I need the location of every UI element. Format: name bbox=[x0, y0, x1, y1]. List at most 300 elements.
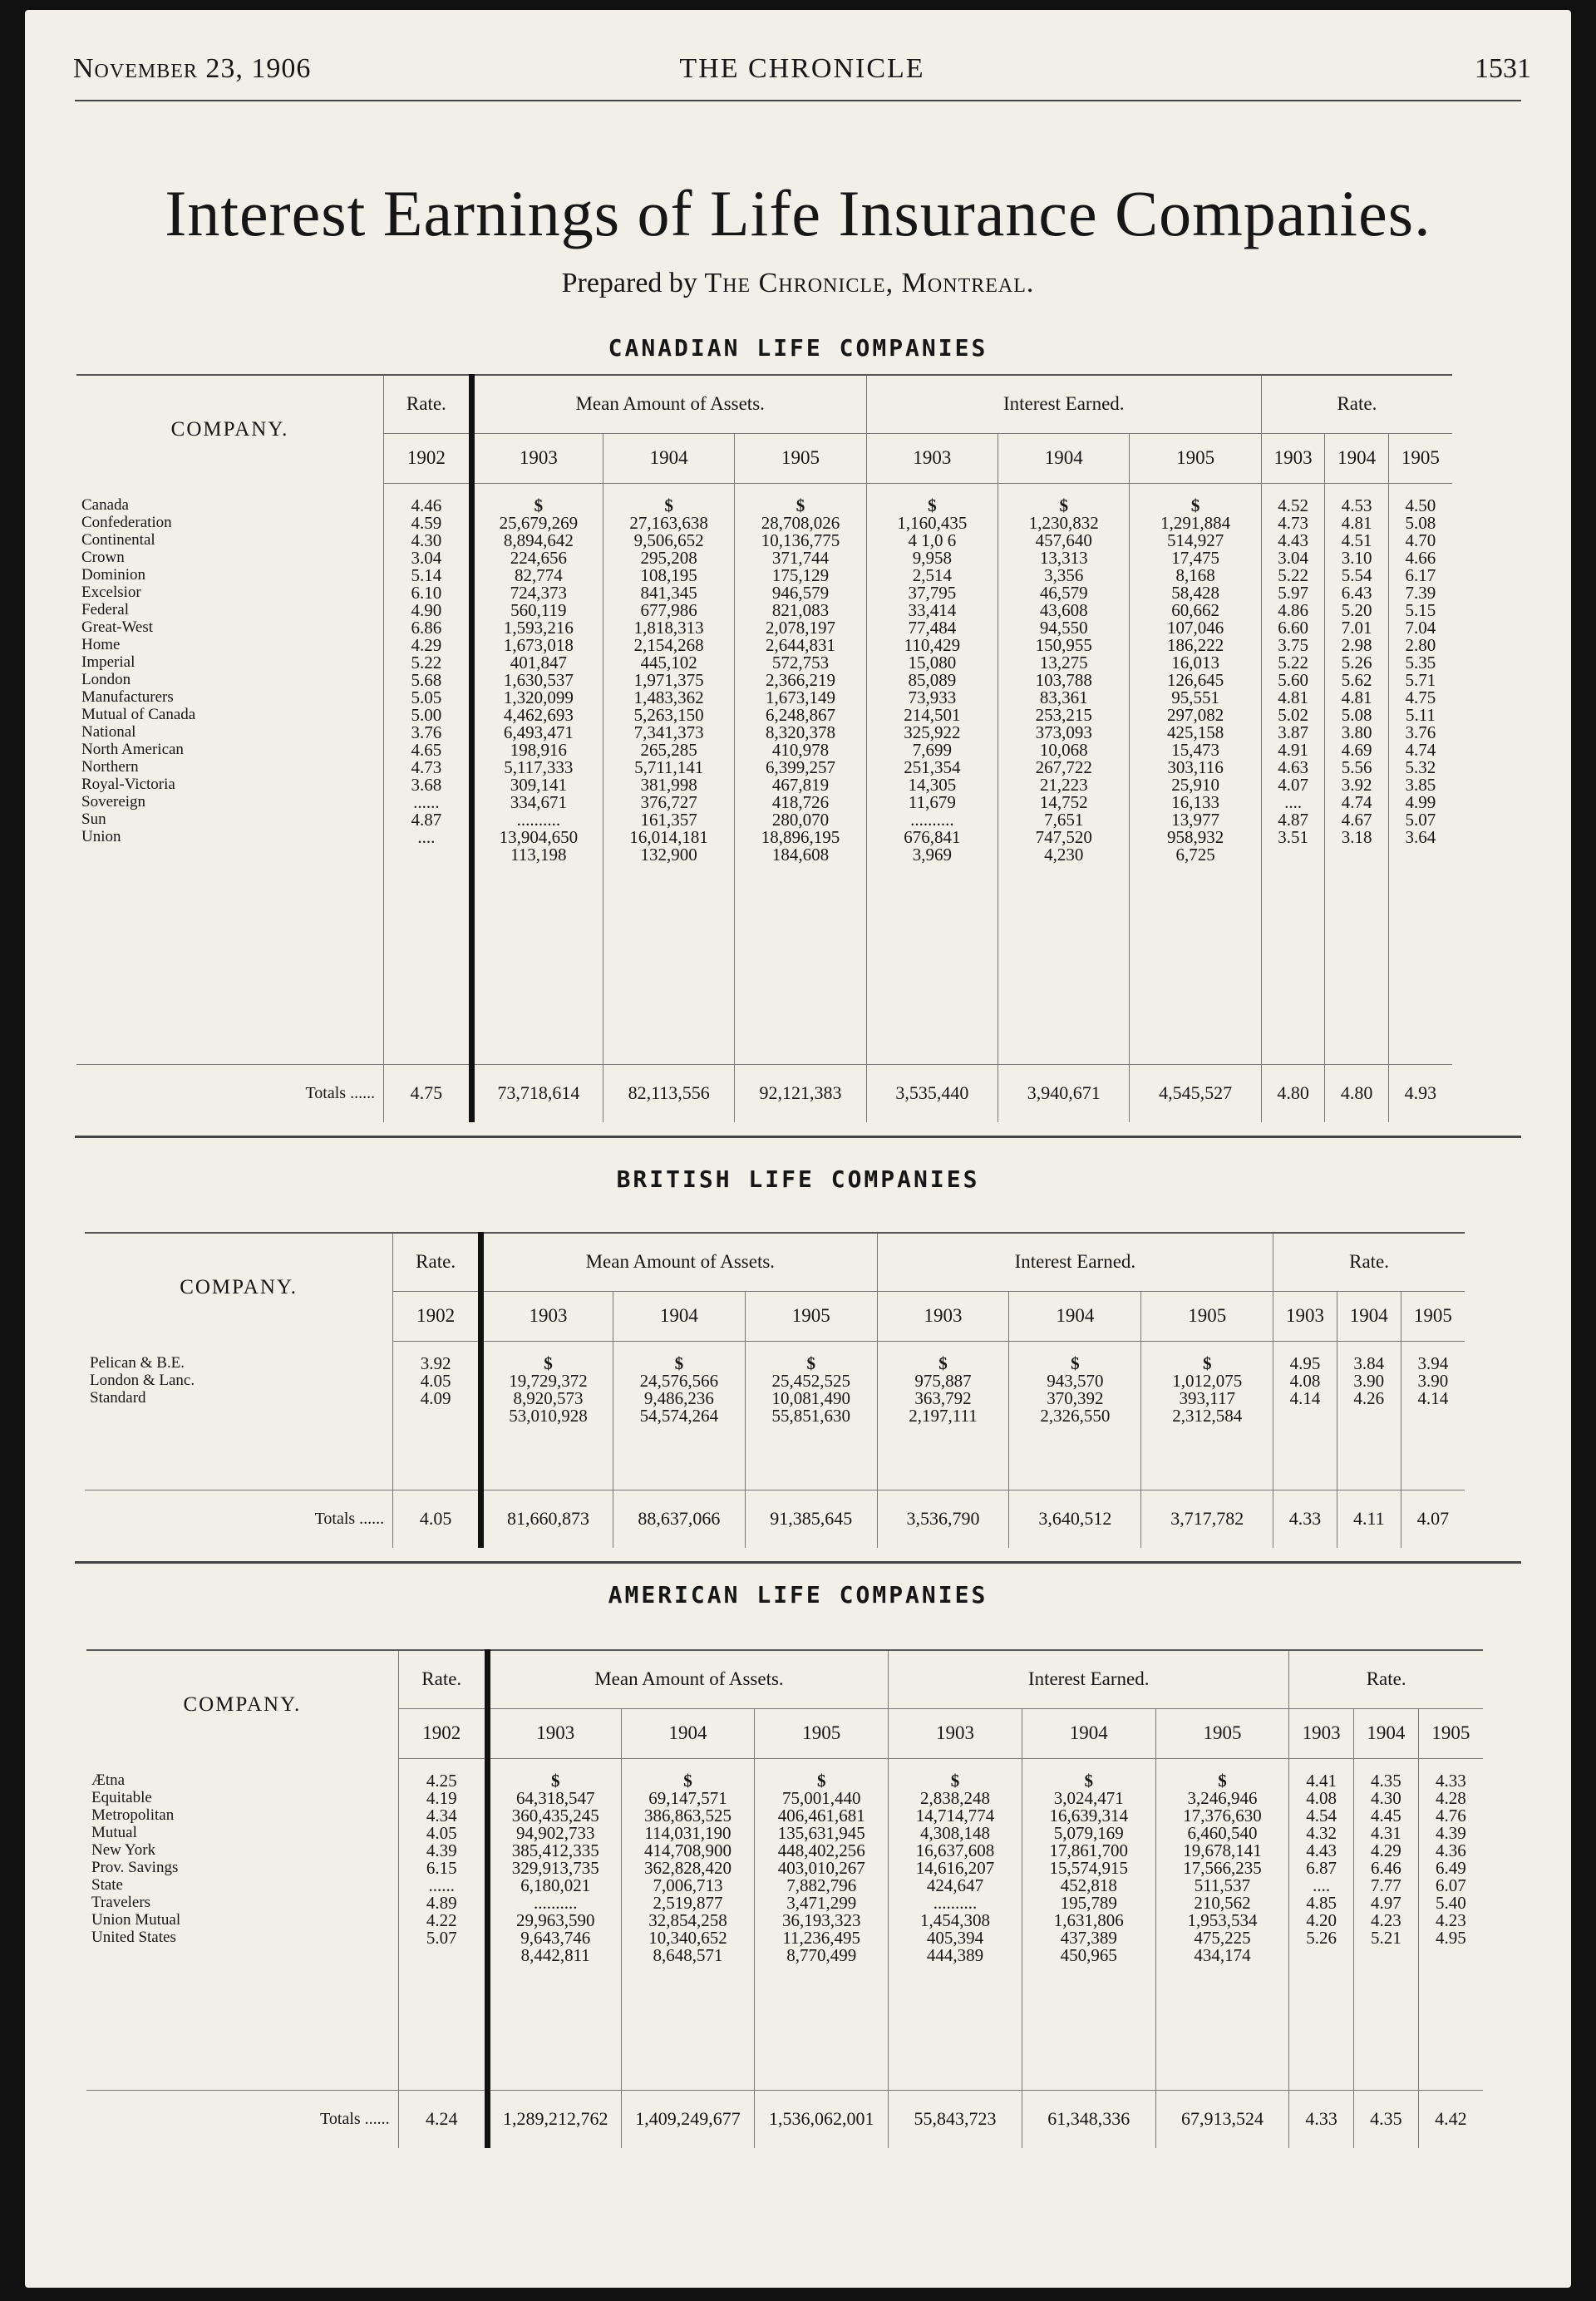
cell-value: 4.69 bbox=[1341, 739, 1372, 760]
cell-value: 560,119 bbox=[510, 599, 567, 620]
cell-value: 4.30 bbox=[1370, 1787, 1401, 1808]
section-rule bbox=[75, 1561, 1521, 1564]
cell-value: 25,910 bbox=[1171, 774, 1219, 795]
cell-value: 403,010,267 bbox=[777, 1857, 865, 1878]
cell-value: 126,645 bbox=[1166, 669, 1224, 690]
interest-header: Interest Earned. bbox=[877, 1233, 1273, 1291]
cell-value: 16,639,314 bbox=[1049, 1805, 1128, 1826]
dollar-sign: $ bbox=[950, 1770, 960, 1791]
cell-value: 3,356 bbox=[1044, 564, 1084, 585]
interest-1904-column bbox=[1009, 1341, 1141, 1490]
dollar-sign: $ bbox=[1059, 495, 1068, 515]
dollar-sign: $ bbox=[796, 495, 805, 515]
cell-value: 3.94 bbox=[1417, 1353, 1449, 1373]
cell-value: 36,193,323 bbox=[781, 1909, 861, 1930]
cell-value: 371,744 bbox=[771, 547, 830, 568]
totals-cell: 4.80 bbox=[1261, 1064, 1325, 1122]
cell-value: 5.54 bbox=[1341, 564, 1372, 585]
assets-1904-column bbox=[613, 1341, 745, 1490]
year-header: 1902 bbox=[398, 1708, 487, 1758]
totals-cell: 4.93 bbox=[1388, 1064, 1452, 1122]
cell-value: 386,863,525 bbox=[643, 1805, 732, 1826]
cell-value: 110,429 bbox=[904, 634, 961, 655]
cell-value: 8,894,642 bbox=[503, 530, 574, 550]
cell-value: 4.39 bbox=[426, 1840, 457, 1860]
company-names bbox=[86, 1758, 398, 2090]
cell-value: 4.54 bbox=[1306, 1805, 1337, 1826]
company-name: London & Lanc. bbox=[90, 1372, 195, 1389]
interest-1903-column bbox=[889, 1758, 1022, 2090]
totals-cell: 4.80 bbox=[1325, 1064, 1389, 1122]
company-name: Continental bbox=[81, 531, 155, 549]
year-header: 1904 bbox=[1009, 1291, 1141, 1341]
cell-value: 4.20 bbox=[1306, 1909, 1337, 1930]
cell-value: 11,236,495 bbox=[782, 1927, 861, 1948]
cell-value: 3.75 bbox=[1278, 634, 1308, 655]
cell-value: 5.11 bbox=[1405, 704, 1436, 725]
totals-cell: 3,536,790 bbox=[877, 1490, 1009, 1548]
rate-1903-column bbox=[1273, 1341, 1337, 1490]
cell-value: 4.07 bbox=[1278, 774, 1308, 795]
cell-value: 9,643,746 bbox=[520, 1927, 591, 1948]
cell-value: 3.92 bbox=[1341, 774, 1372, 795]
company-name: North American bbox=[81, 741, 184, 758]
year-header: 1905 bbox=[1141, 1291, 1273, 1341]
cell-value: 4.65 bbox=[411, 739, 442, 760]
company-name: Royal-Victoria bbox=[81, 776, 175, 793]
cell-value: 29,963,590 bbox=[515, 1909, 595, 1930]
cell-value: 3.87 bbox=[1278, 722, 1308, 742]
cell-value: 9,958 bbox=[912, 547, 953, 568]
british-table bbox=[85, 1232, 1465, 1548]
cell-value: 4.73 bbox=[1278, 512, 1308, 533]
cell-value: 60,662 bbox=[1171, 599, 1219, 620]
cell-value: 514,927 bbox=[1166, 530, 1224, 550]
cell-value: 21,223 bbox=[1039, 774, 1088, 795]
cell-value: 224,656 bbox=[510, 547, 567, 568]
dollar-sign: $ bbox=[816, 1770, 826, 1791]
totals-label: Totals ...... bbox=[86, 2090, 398, 2148]
cell-value: .......... bbox=[516, 809, 561, 830]
company-name: Home bbox=[81, 636, 121, 653]
cell-value: 946,579 bbox=[771, 582, 830, 603]
cell-value: 28,708,026 bbox=[761, 512, 840, 533]
cell-value: 6,725 bbox=[1175, 844, 1215, 865]
cell-value: 5.22 bbox=[411, 652, 442, 673]
rate-1905-column bbox=[1388, 483, 1452, 1064]
cell-value: 4.67 bbox=[1341, 809, 1372, 830]
cell-value: 5.26 bbox=[1341, 652, 1372, 673]
company-name: Union bbox=[81, 828, 121, 845]
rate-1902-column bbox=[384, 483, 472, 1064]
cell-value: 77,484 bbox=[908, 617, 957, 638]
cell-value: 5.68 bbox=[411, 669, 442, 690]
dollar-sign: $ bbox=[1071, 1353, 1080, 1373]
company-name: Dominion bbox=[81, 566, 146, 584]
cell-value: 95,551 bbox=[1171, 687, 1219, 707]
cell-value: 4.99 bbox=[1405, 791, 1436, 812]
dollar-sign: $ bbox=[664, 495, 673, 515]
company-name: National bbox=[81, 723, 136, 741]
cell-value: 4.34 bbox=[426, 1805, 457, 1826]
cell-value: 4.09 bbox=[420, 1387, 451, 1408]
cell-value: 5,079,169 bbox=[1053, 1822, 1124, 1843]
cell-value: 5.08 bbox=[1405, 512, 1436, 533]
cell-value: 135,631,945 bbox=[777, 1822, 865, 1843]
cell-value: 6,180,021 bbox=[520, 1875, 591, 1895]
cell-value: 4.33 bbox=[1435, 1770, 1466, 1791]
cell-value: 150,955 bbox=[1035, 634, 1092, 655]
cell-value: 373,093 bbox=[1035, 722, 1092, 742]
cell-value: .... bbox=[417, 826, 436, 847]
dollar-sign: $ bbox=[1084, 1770, 1093, 1791]
cell-value: 6.43 bbox=[1341, 582, 1372, 603]
company-name: Excelsior bbox=[81, 584, 141, 601]
assets-header: Mean Amount of Assets. bbox=[471, 375, 866, 433]
company-name: Mutual of Canada bbox=[81, 706, 196, 723]
cell-value: 363,792 bbox=[914, 1387, 972, 1408]
rate-1904-column bbox=[1354, 1758, 1419, 2090]
totals-cell: 91,385,645 bbox=[745, 1490, 877, 1548]
cell-value: 297,082 bbox=[1166, 704, 1224, 725]
totals-cell: 4,545,527 bbox=[1130, 1064, 1261, 1122]
cell-value: 5,711,141 bbox=[634, 756, 704, 777]
totals-cell: 73,718,614 bbox=[471, 1064, 603, 1122]
cell-value: 4,462,693 bbox=[503, 704, 574, 725]
cell-value: 5.20 bbox=[1341, 599, 1372, 620]
cell-value: 4.29 bbox=[1370, 1840, 1401, 1860]
cell-value: 418,726 bbox=[771, 791, 830, 812]
cell-value: 747,520 bbox=[1035, 826, 1092, 847]
cell-value: 1,630,537 bbox=[503, 669, 574, 690]
rate-1904-column bbox=[1325, 483, 1389, 1064]
cell-value: 8,920,573 bbox=[513, 1387, 584, 1408]
american-section-title: AMERICAN LIFE COMPANIES bbox=[608, 1581, 988, 1609]
cell-value: 1,160,435 bbox=[897, 512, 968, 533]
cell-value: 3.84 bbox=[1353, 1353, 1385, 1373]
cell-value: 2,154,268 bbox=[633, 634, 704, 655]
cell-value: 5.02 bbox=[1278, 704, 1308, 725]
cell-value: 5.71 bbox=[1405, 669, 1436, 690]
cell-value: 4.36 bbox=[1435, 1840, 1466, 1860]
cell-value: 4.23 bbox=[1435, 1909, 1466, 1930]
cell-value: 445,102 bbox=[640, 652, 697, 673]
company-name: Prov. Savings bbox=[91, 1859, 179, 1876]
totals-cell: 4.33 bbox=[1289, 2090, 1354, 2148]
dollar-sign: $ bbox=[674, 1353, 684, 1373]
cell-value: 1,454,308 bbox=[919, 1909, 990, 1930]
company-name: London bbox=[81, 671, 131, 688]
cell-value: 5.07 bbox=[426, 1927, 457, 1948]
cell-value: 329,913,735 bbox=[511, 1857, 599, 1878]
section-rule bbox=[75, 1136, 1521, 1138]
cell-value: 1,953,534 bbox=[1187, 1909, 1258, 1930]
cell-value: 4.08 bbox=[1306, 1787, 1337, 1808]
cell-value: 4.26 bbox=[1353, 1387, 1385, 1408]
company-name: Ætna bbox=[91, 1771, 126, 1789]
cell-value: 4.41 bbox=[1306, 1770, 1337, 1791]
cell-value: 73,933 bbox=[908, 687, 957, 707]
company-name: Sovereign bbox=[81, 793, 146, 811]
cell-value: 5.62 bbox=[1341, 669, 1372, 690]
cell-value: 1,291,884 bbox=[1160, 512, 1231, 533]
totals-cell: 4.35 bbox=[1354, 2090, 1419, 2148]
cell-value: 64,318,547 bbox=[515, 1787, 595, 1808]
cell-value: 7,006,713 bbox=[653, 1875, 723, 1895]
cell-value: 14,305 bbox=[908, 774, 957, 795]
cell-value: 2,514 bbox=[912, 564, 953, 585]
interest-1903-column bbox=[877, 1341, 1009, 1490]
prepared-by-prefix: Prepared by bbox=[561, 268, 697, 298]
rate-1904-column bbox=[1337, 1341, 1401, 1490]
cell-value: 677,986 bbox=[640, 599, 697, 620]
cell-value: 4.59 bbox=[411, 512, 442, 533]
cell-value: 5.26 bbox=[1306, 1927, 1337, 1948]
cell-value: 385,412,335 bbox=[511, 1840, 599, 1860]
cell-value: 4.81 bbox=[1341, 687, 1372, 707]
rate-1902-column bbox=[398, 1758, 487, 2090]
cell-value: 7,882,796 bbox=[786, 1875, 857, 1895]
cell-value: 2.80 bbox=[1405, 634, 1436, 655]
year-header: 1903 bbox=[877, 1291, 1009, 1341]
cell-value: 214,501 bbox=[904, 704, 961, 725]
cell-value: 1,012,075 bbox=[1172, 1370, 1243, 1391]
company-name: Northern bbox=[81, 758, 139, 776]
year-header: 1903 bbox=[889, 1708, 1022, 1758]
cell-value: 309,141 bbox=[510, 774, 567, 795]
prepared-by-source: The Chronicle, Montreal. bbox=[704, 268, 1035, 298]
cell-value: 17,566,235 bbox=[1183, 1857, 1262, 1878]
rate-1905-column bbox=[1401, 1341, 1465, 1490]
cell-value: 4.87 bbox=[1278, 809, 1308, 830]
cell-value: 8,648,571 bbox=[653, 1944, 723, 1965]
cell-value: 4,230 bbox=[1044, 844, 1084, 865]
company-name: Federal bbox=[81, 601, 129, 618]
cell-value: 572,753 bbox=[771, 652, 830, 673]
year-header: 1904 bbox=[603, 433, 735, 483]
cell-value: 424,647 bbox=[926, 1875, 984, 1895]
cell-value: 2,519,877 bbox=[653, 1892, 723, 1913]
cell-value: 3.90 bbox=[1353, 1370, 1385, 1391]
cell-value: 3.90 bbox=[1417, 1370, 1449, 1391]
issue-date: November 23, 1906 bbox=[73, 53, 312, 84]
cell-value: 7.04 bbox=[1405, 617, 1436, 638]
cell-value: 6.86 bbox=[411, 617, 442, 638]
cell-value: 8,770,499 bbox=[786, 1944, 857, 1965]
cell-value: 5.35 bbox=[1405, 652, 1436, 673]
cell-value: 184,608 bbox=[771, 844, 830, 865]
rate-1902-header: Rate. bbox=[393, 1233, 481, 1291]
cell-value: 6.87 bbox=[1306, 1857, 1337, 1878]
cell-value: 8,442,811 bbox=[520, 1944, 590, 1965]
year-header: 1903 bbox=[866, 433, 998, 483]
cell-value: 4.95 bbox=[1289, 1353, 1321, 1373]
cell-value: 334,671 bbox=[510, 791, 567, 812]
cell-value: 14,616,207 bbox=[915, 1857, 995, 1878]
cell-value: 83,361 bbox=[1039, 687, 1088, 707]
year-header: 1903 bbox=[481, 1291, 613, 1341]
interest-1903-column bbox=[866, 483, 998, 1064]
cell-value: 9,486,236 bbox=[643, 1387, 714, 1408]
dollar-sign: $ bbox=[1202, 1353, 1212, 1373]
british-section-title: BRITISH LIFE COMPANIES bbox=[616, 1165, 980, 1193]
totals-cell: 88,637,066 bbox=[613, 1490, 745, 1548]
company-header: COMPANY. bbox=[85, 1233, 393, 1341]
cell-value: 4.53 bbox=[1341, 495, 1372, 515]
rate-1902-header: Rate. bbox=[398, 1650, 487, 1708]
cell-value: 3,024,471 bbox=[1053, 1787, 1124, 1808]
rate-right-header: Rate. bbox=[1273, 1233, 1465, 1291]
totals-cell: 4.33 bbox=[1273, 1490, 1337, 1548]
cell-value: 198,916 bbox=[510, 739, 567, 760]
cell-value: 13,313 bbox=[1039, 547, 1088, 568]
cell-value: 7.39 bbox=[1405, 582, 1436, 603]
cell-value: 448,402,256 bbox=[777, 1840, 865, 1860]
cell-value: 4.25 bbox=[426, 1770, 457, 1791]
cell-value: 405,394 bbox=[926, 1927, 984, 1948]
cell-value: 5.60 bbox=[1278, 669, 1308, 690]
cell-value: 25,679,269 bbox=[499, 512, 579, 533]
totals-cell: 1,409,249,677 bbox=[621, 2090, 755, 2148]
assets-1904-column bbox=[603, 483, 735, 1064]
canadian-section-title: CANADIAN LIFE COMPANIES bbox=[608, 334, 988, 362]
cell-value: 3,471,299 bbox=[786, 1892, 857, 1913]
totals-cell: 4.24 bbox=[398, 2090, 487, 2148]
cell-value: 4.76 bbox=[1435, 1805, 1466, 1826]
cell-value: 4.23 bbox=[1370, 1909, 1401, 1930]
cell-value: 5.05 bbox=[411, 687, 442, 707]
totals-cell: 1,536,062,001 bbox=[755, 2090, 889, 2148]
company-name: New York bbox=[91, 1841, 156, 1859]
cell-value: 253,215 bbox=[1035, 704, 1092, 725]
cell-value: 175,129 bbox=[771, 564, 830, 585]
company-name: Standard bbox=[90, 1389, 146, 1407]
cell-value: 17,475 bbox=[1171, 547, 1219, 568]
year-header: 1903 bbox=[471, 433, 603, 483]
cell-value: ...... bbox=[413, 791, 440, 812]
page-header bbox=[73, 53, 1531, 86]
cell-value: 27,163,638 bbox=[629, 512, 708, 533]
cell-value: 4.05 bbox=[420, 1370, 451, 1391]
cell-value: 376,727 bbox=[640, 791, 697, 812]
totals-cell: 4.75 bbox=[384, 1064, 472, 1122]
rate-1903-column bbox=[1261, 483, 1325, 1064]
cell-value: 82,774 bbox=[514, 564, 563, 585]
totals-cell: 81,660,873 bbox=[481, 1490, 613, 1548]
cell-value: 4.90 bbox=[411, 599, 442, 620]
cell-value: 54,574,264 bbox=[639, 1405, 719, 1426]
cell-value: 7.77 bbox=[1370, 1875, 1401, 1895]
cell-value: 4.05 bbox=[426, 1822, 457, 1843]
cell-value: 6,493,471 bbox=[503, 722, 574, 742]
cell-value: 360,435,245 bbox=[511, 1805, 599, 1826]
interest-1905-column bbox=[1155, 1758, 1289, 2090]
cell-value: 4.28 bbox=[1435, 1787, 1466, 1808]
cell-value: 5.14 bbox=[411, 564, 442, 585]
cell-value: 33,414 bbox=[908, 599, 957, 620]
cell-value: 4.91 bbox=[1278, 739, 1308, 760]
cell-value: 210,562 bbox=[1194, 1892, 1251, 1913]
cell-value: 195,789 bbox=[1060, 1892, 1117, 1913]
cell-value: 1,483,362 bbox=[633, 687, 704, 707]
company-name: Metropolitan bbox=[91, 1806, 175, 1824]
totals-cell: 82,113,556 bbox=[603, 1064, 735, 1122]
cell-value: 4.43 bbox=[1306, 1840, 1337, 1860]
cell-value: 94,550 bbox=[1039, 617, 1088, 638]
cell-value: 3.76 bbox=[411, 722, 442, 742]
cell-value: 107,046 bbox=[1166, 617, 1224, 638]
company-name: Travelers bbox=[91, 1894, 151, 1911]
cell-value: 4.97 bbox=[1370, 1892, 1401, 1913]
company-header: COMPANY. bbox=[86, 1650, 398, 1758]
cell-value: 267,722 bbox=[1035, 756, 1092, 777]
rate-1905-column bbox=[1418, 1758, 1483, 2090]
cell-value: 4.74 bbox=[1341, 791, 1372, 812]
assets-header: Mean Amount of Assets. bbox=[487, 1650, 888, 1708]
cell-value: 10,081,490 bbox=[771, 1387, 850, 1408]
cell-value: 4.74 bbox=[1405, 739, 1436, 760]
cell-value: 370,392 bbox=[1047, 1387, 1104, 1408]
year-header: 1905 bbox=[745, 1291, 877, 1341]
cell-value: 53,010,928 bbox=[509, 1405, 588, 1426]
company-header: COMPANY. bbox=[76, 375, 384, 483]
cell-value: 1,631,806 bbox=[1053, 1909, 1124, 1930]
cell-value: 3.04 bbox=[1278, 547, 1308, 568]
rate-right-header: Rate. bbox=[1261, 375, 1452, 433]
cell-value: 3,969 bbox=[912, 844, 953, 865]
cell-value: 75,001,440 bbox=[781, 1787, 861, 1808]
cell-value: 4.81 bbox=[1278, 687, 1308, 707]
cell-value: 4.46 bbox=[411, 495, 442, 515]
totals-cell: 1,289,212,762 bbox=[487, 2090, 621, 2148]
company-name: Manufacturers bbox=[81, 688, 174, 706]
company-name: Imperial bbox=[81, 653, 135, 671]
cell-value: 467,819 bbox=[771, 774, 830, 795]
cell-value: 425,158 bbox=[1166, 722, 1224, 742]
totals-cell: 61,348,336 bbox=[1022, 2090, 1155, 2148]
cell-value: 958,932 bbox=[1166, 826, 1224, 847]
totals-cell: 55,843,723 bbox=[889, 2090, 1022, 2148]
cell-value: 13,904,650 bbox=[499, 826, 579, 847]
cell-value: 4.85 bbox=[1306, 1892, 1337, 1913]
assets-1905-column bbox=[735, 483, 866, 1064]
cell-value: 14,752 bbox=[1039, 791, 1088, 812]
cell-value: 4.14 bbox=[1417, 1387, 1449, 1408]
cell-value: .... bbox=[1313, 1875, 1331, 1895]
cell-value: .... bbox=[1284, 791, 1303, 812]
cell-value: 6.07 bbox=[1435, 1875, 1466, 1895]
totals-label: Totals ...... bbox=[85, 1490, 393, 1548]
cell-value: 821,083 bbox=[771, 599, 830, 620]
cell-value: 24,576,566 bbox=[639, 1370, 719, 1391]
cell-value: 4.81 bbox=[1341, 512, 1372, 533]
cell-value: 15,574,915 bbox=[1049, 1857, 1128, 1878]
interest-header: Interest Earned. bbox=[889, 1650, 1289, 1708]
cell-value: .......... bbox=[910, 809, 954, 830]
year-header: 1904 bbox=[1022, 1708, 1155, 1758]
cell-value: 4.89 bbox=[426, 1892, 457, 1913]
cell-value: 3.85 bbox=[1405, 774, 1436, 795]
prepared-by bbox=[25, 268, 1571, 299]
cell-value: 161,357 bbox=[640, 809, 697, 830]
cell-value: 434,174 bbox=[1194, 1944, 1251, 1965]
cell-value: 16,014,181 bbox=[629, 826, 708, 847]
cell-value: 9,506,652 bbox=[633, 530, 704, 550]
cell-value: 3.76 bbox=[1405, 722, 1436, 742]
cell-value: 4.08 bbox=[1289, 1370, 1321, 1391]
cell-value: 5.22 bbox=[1278, 652, 1308, 673]
interest-1905-column bbox=[1130, 483, 1261, 1064]
